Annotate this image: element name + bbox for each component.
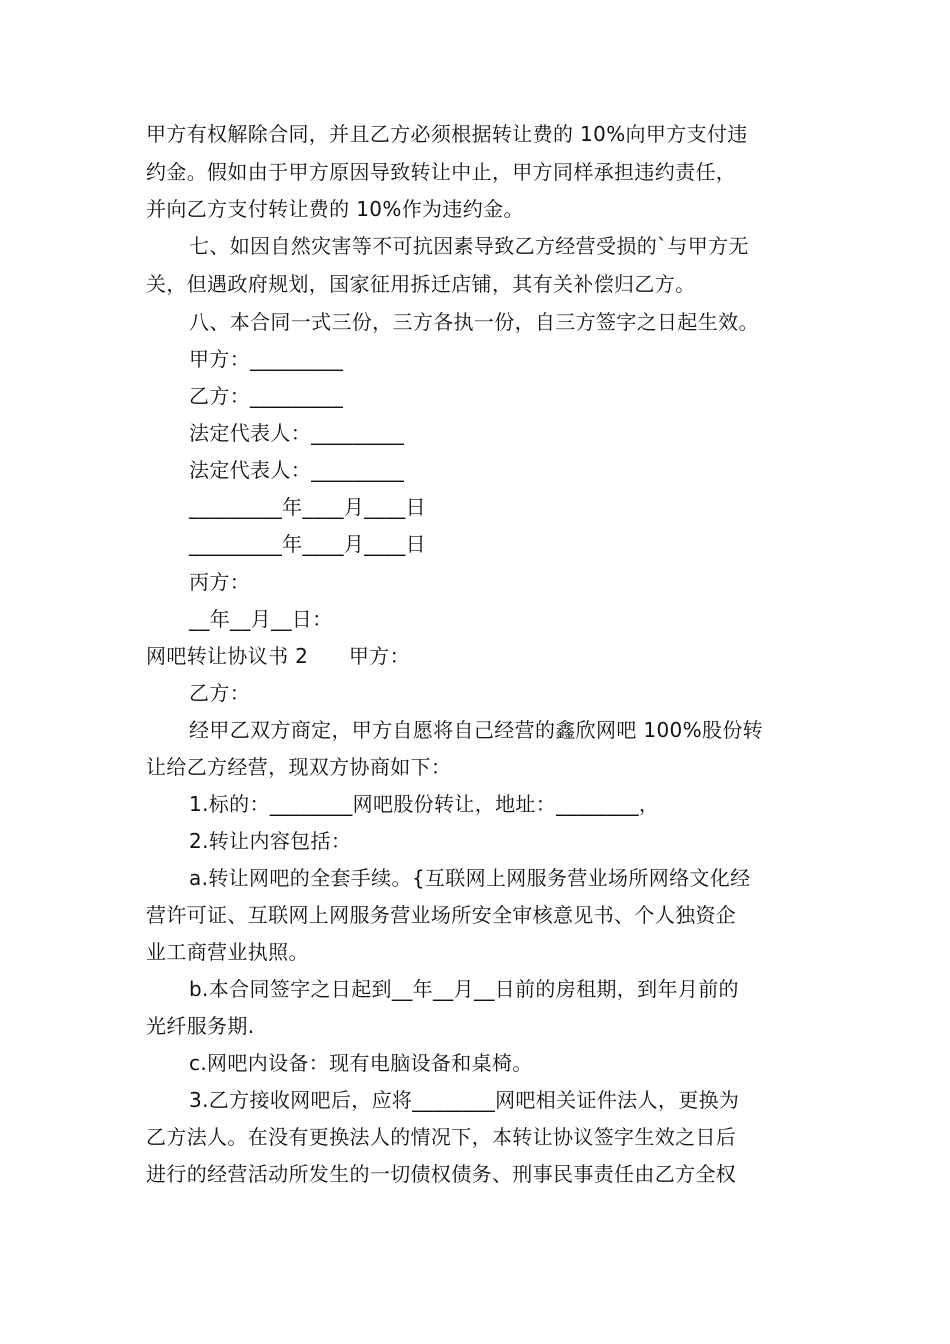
paragraph-line: 光纤服务期. bbox=[146, 1014, 255, 1038]
paragraph-line: c.网吧内设备：现有电脑设备和桌椅。 bbox=[189, 1051, 533, 1075]
signature-line: 法定代表人：_________ bbox=[189, 458, 405, 482]
paragraph-line: 并向乙方支付转让费的 10%作为违约金。 bbox=[146, 197, 524, 221]
date-line: __年__月__日： bbox=[189, 607, 333, 631]
paragraph-line: 乙方法人。在没有更换法人的情况下，本转让协议签字生效之日后 bbox=[146, 1125, 737, 1149]
paragraph-line: a.转让网吧的全套手续。{互联网上网服务营业场所网络文化经 bbox=[189, 866, 751, 890]
signature-line: 法定代表人：_________ bbox=[189, 421, 405, 445]
paragraph-line: 进行的经营活动所发生的一切债权债务、刑事民事责任由乙方全权 bbox=[146, 1162, 737, 1186]
paragraph-line: 经甲乙双方商定，甲方自愿将自己经营的鑫欣网吧 100%股份转 bbox=[189, 718, 764, 742]
section-title: 网吧转让协议书 2 甲方： bbox=[146, 644, 410, 668]
paragraph-line: 八、本合同一式三份，三方各执一份，自三方签字之日起生效。 bbox=[189, 310, 759, 334]
paragraph-line: b.本合同签字之日起到__年__月__日前的房租期，到年月前的 bbox=[189, 977, 739, 1001]
date-line: _________年____月____日 bbox=[189, 495, 426, 519]
paragraph-line: 约金。假如由于甲方原因导致转让中止，甲方同样承担违约责任， bbox=[146, 160, 737, 184]
paragraph-line: 1.标的：________网吧股份转让，地址：________， bbox=[189, 792, 660, 816]
paragraph-line: 3.乙方接收网吧后，应将________网吧相关证件法人，更换为 bbox=[189, 1088, 740, 1112]
paragraph-line: 2.转让内容包括： bbox=[189, 829, 352, 853]
signature-line: 丙方： bbox=[189, 570, 251, 594]
paragraph-line: 甲方有权解除合同，并且乙方必须根据转让费的 10%向甲方支付违 bbox=[146, 122, 748, 146]
paragraph-line: 让给乙方经营，现双方协商如下： bbox=[146, 755, 452, 779]
signature-line: 乙方：_________ bbox=[189, 384, 344, 408]
paragraph-line: 七、如因自然灾害等不可抗因素导致乙方经营受损的`与甲方无 bbox=[189, 234, 749, 258]
date-line: _________年____月____日 bbox=[189, 532, 426, 556]
paragraph-line: 乙方： bbox=[189, 681, 251, 705]
paragraph-line: 关，但遇政府规划，国家征用拆迁店铺，其有关补偿归乙方。 bbox=[146, 272, 696, 296]
paragraph-line: 业工商营业执照。 bbox=[146, 940, 309, 964]
paragraph-line: 营许可证、互联网上网服务营业场所安全审核意见书、个人独资企 bbox=[146, 903, 737, 927]
signature-line: 甲方：_________ bbox=[189, 347, 344, 371]
